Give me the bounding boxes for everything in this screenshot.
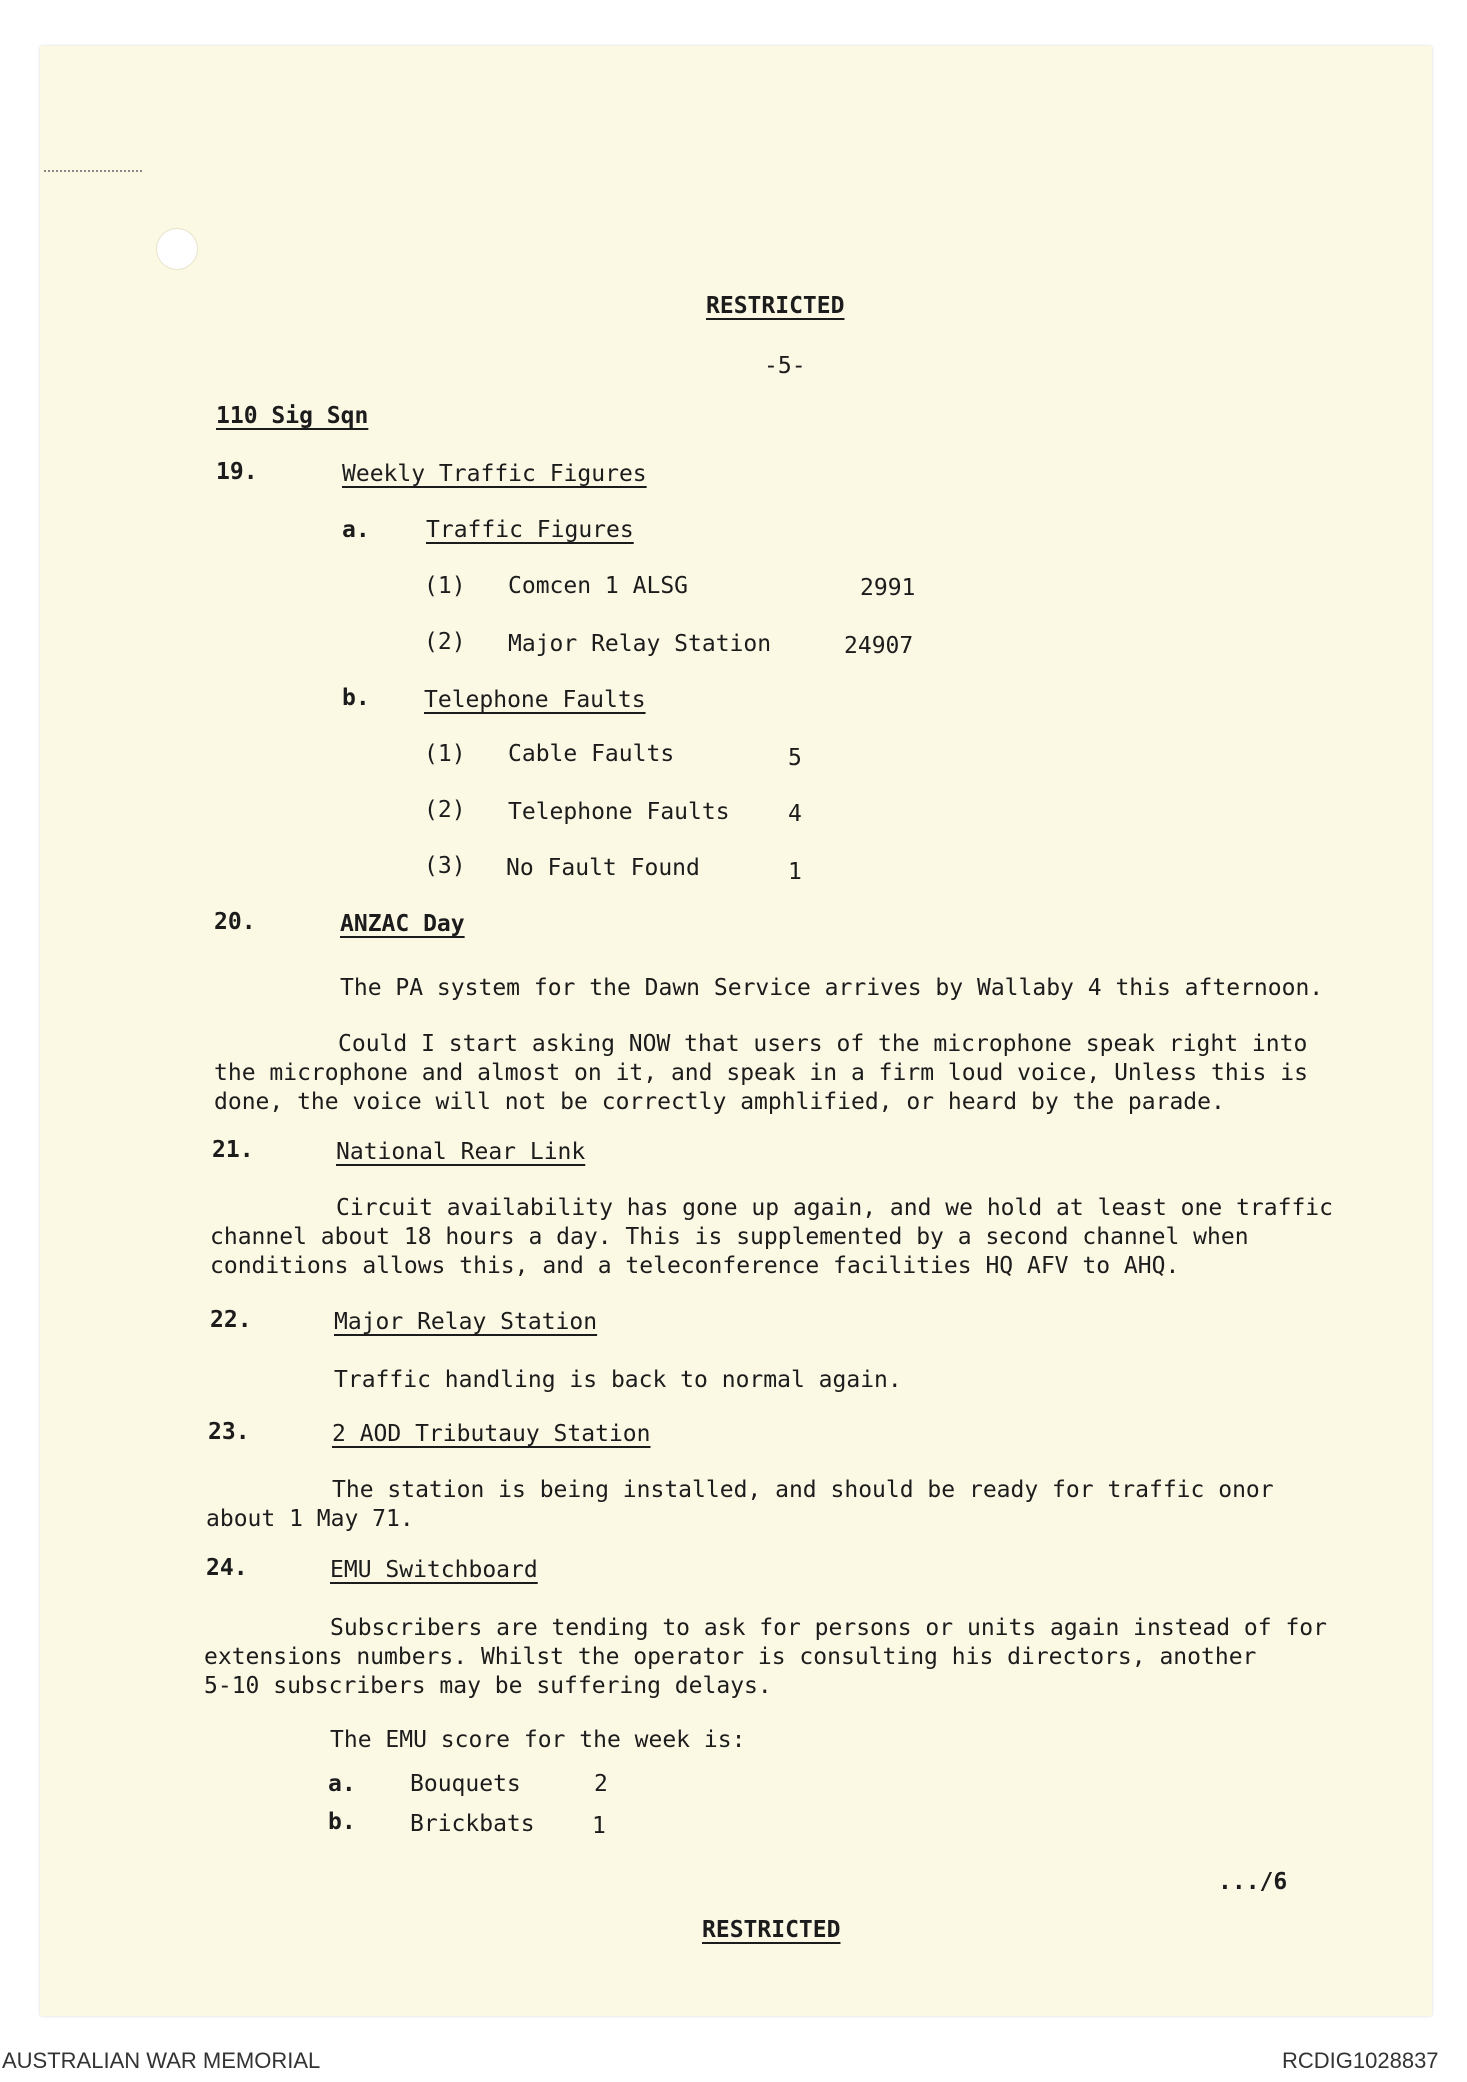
row-number: (3) xyxy=(424,853,466,879)
score-intro: The EMU score for the week is: xyxy=(330,1727,746,1753)
item-number: 21. xyxy=(212,1137,254,1163)
paragraph xyxy=(206,1476,1274,1534)
row-number: (2) xyxy=(424,629,466,655)
paragraph-line: 5-10 subscribers may be suffering delays. xyxy=(204,1673,772,1699)
continuation-marker: .../6 xyxy=(1218,1869,1288,1895)
row-label: Major Relay Station xyxy=(508,631,772,657)
sub-letter: b. xyxy=(342,685,370,711)
subitem-title: Traffic Figures xyxy=(426,517,634,543)
reference-number: RCDIG1028837 xyxy=(1282,2048,1439,2073)
paragraph-line: the microphone and almost on it, and speak in a firm loud voice, Unless this is xyxy=(214,1060,1308,1086)
score-letter: b. xyxy=(328,1809,356,1835)
paragraph-line: extensions numbers. Whilst the operator is consulting his directors, another xyxy=(204,1644,1257,1670)
paragraph: The PA system for the Dawn Service arrives by Wallaby 4 this afternoon. xyxy=(340,975,1324,1001)
row-value: 1 xyxy=(788,859,802,885)
row-value: 4 xyxy=(788,801,802,827)
row-label: Cable Faults xyxy=(508,741,675,767)
paragraph xyxy=(204,1614,1327,1701)
item-title: Weekly Traffic Figures xyxy=(342,461,647,487)
item-number: 20. xyxy=(214,909,256,935)
paragraph: Traffic handling is back to normal again. xyxy=(334,1367,902,1393)
item-title: ANZAC Day xyxy=(340,911,465,937)
paragraph-line: conditions allows this, and a teleconference facilities HQ AFV to AHQ. xyxy=(210,1253,1180,1279)
paragraph-line: The station is being installed, and should be ready for traffic onor xyxy=(332,1477,1274,1503)
score-value: 1 xyxy=(592,1813,606,1839)
row-value: 24907 xyxy=(844,633,914,659)
row-value: 2991 xyxy=(860,575,916,601)
row-label: Comcen 1 ALSG xyxy=(508,573,689,599)
page-number: -5- xyxy=(764,353,806,379)
subitem-title: Telephone Faults xyxy=(424,687,646,713)
item-number: 19. xyxy=(216,459,258,485)
paragraph-line: Could I start asking NOW that users of the microphone speak right into xyxy=(338,1031,1308,1057)
row-number: (1) xyxy=(424,741,466,767)
score-label: Brickbats xyxy=(410,1811,535,1837)
row-label: Telephone Faults xyxy=(508,799,730,825)
item-number: 24. xyxy=(206,1555,248,1581)
item-title: National Rear Link xyxy=(336,1139,586,1165)
margin-mark xyxy=(44,170,142,172)
item-title: EMU Switchboard xyxy=(330,1557,538,1583)
paragraph xyxy=(210,1194,1333,1281)
classification-header: RESTRICTED xyxy=(706,293,845,319)
score-label: Bouquets xyxy=(410,1771,521,1797)
row-number: (2) xyxy=(424,797,466,823)
item-number: 22. xyxy=(210,1307,252,1333)
paragraph-line: about 1 May 71. xyxy=(206,1506,414,1532)
row-label: No Fault Found xyxy=(506,855,700,881)
score-letter: a. xyxy=(328,1771,356,1797)
paragraph-line: done, the voice will not be correctly amphlified, or heard by the parade. xyxy=(214,1089,1225,1115)
item-title: 2 AOD Tributauy Station xyxy=(332,1421,651,1447)
paragraph-line: channel about 18 hours a day. This is supplemented by a second channel when xyxy=(210,1224,1249,1250)
item-title: Major Relay Station xyxy=(334,1309,598,1335)
section-title: 110 Sig Sqn xyxy=(216,403,369,429)
sub-letter: a. xyxy=(342,517,370,543)
item-number: 23. xyxy=(208,1419,250,1445)
paragraph-line: Subscribers are tending to ask for persons or units again instead of for xyxy=(330,1615,1327,1641)
score-value: 2 xyxy=(594,1771,608,1797)
paragraph-line: Circuit availability has gone up again, and we hold at least one traffic xyxy=(336,1195,1333,1221)
paragraph xyxy=(214,1030,1308,1117)
classification-footer: RESTRICTED xyxy=(702,1917,841,1943)
row-number: (1) xyxy=(424,573,466,599)
row-value: 5 xyxy=(788,745,802,771)
source-label: AUSTRALIAN WAR MEMORIAL xyxy=(2,2048,321,2073)
punch-hole xyxy=(156,228,198,270)
